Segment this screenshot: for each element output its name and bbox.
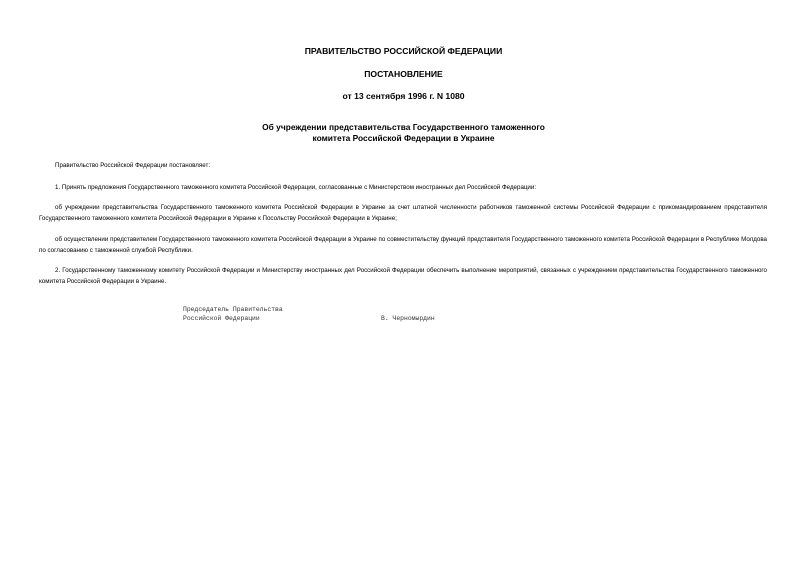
date-number-line: от 13 сентября 1996 г. N 1080 xyxy=(342,91,465,101)
title-line-2: комитета Российской Федерации в Украине xyxy=(312,132,495,143)
body-paragraph-item-1b: об осуществлении представителем Государственного таможенного комитета Российской Федерации в Украине по совместительству функций представителя Государственного таможенного комитета Российской Федерации в Республике Молдова по согласованию с таможенной службой Республики. xyxy=(39,236,767,254)
signature-position-line-1: Председатель Правительства xyxy=(183,306,283,313)
signature-name: В. Черномырдин xyxy=(381,315,435,322)
body-paragraph-intro: Правительство Российской Федерации постановляет: xyxy=(55,162,211,169)
government-heading: ПРАВИТЕЛЬСТВО РОССИЙСКОЙ ФЕДЕРАЦИИ xyxy=(304,46,503,56)
body-paragraph-item-2: 2. Государственному таможенному комитету Российской Федерации и Министерству иностранных дел Российской Федерации обеспечить выполнение мероприятий, связанных с учреждением представительства Государственного таможенного комитета Российской Федерации в Украине. xyxy=(39,267,767,285)
signature-position-line-2: Российской Федерации xyxy=(183,315,260,322)
body-paragraph-item-1: 1. Принять предложения Государственного таможенного комитета Российской Федерации, согласованные с Министерством иностранных дел Российской Федерации: xyxy=(55,184,537,191)
body-paragraph-item-1a: об учреждении представительства Государственного таможенного комитета Российской Федерации в Украине за счет штатной численности работников таможенной системы Российской Федерации с прикомандированием представителя Государственного таможенного комитета Российской Федерации в Украине к Посольству Российской Федерации в Украине; xyxy=(39,204,767,222)
document-title xyxy=(0,122,807,143)
title-line-1: Об учреждении представительства Государственного таможенного xyxy=(262,122,545,132)
document-type-heading: ПОСТАНОВЛЕНИЕ xyxy=(364,69,443,79)
